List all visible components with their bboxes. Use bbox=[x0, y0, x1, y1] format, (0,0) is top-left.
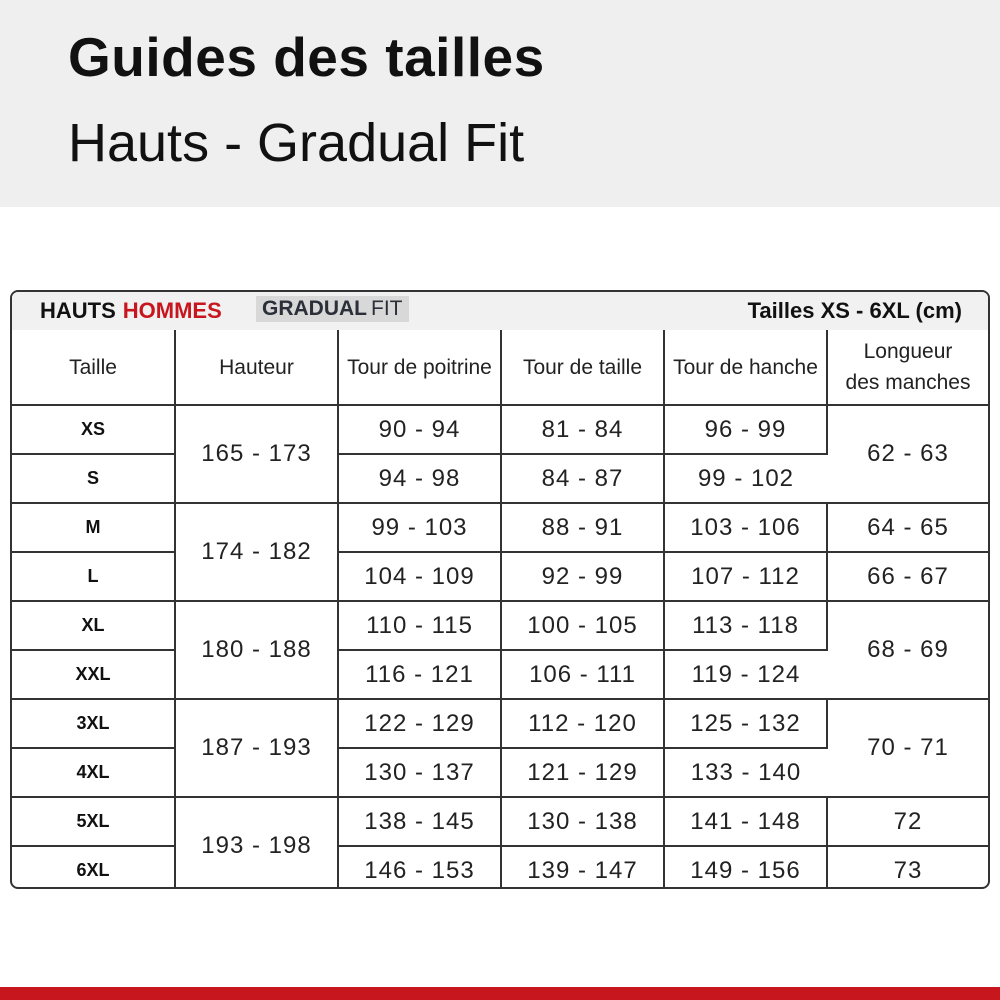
waist-cell: 88 - 91 bbox=[501, 503, 664, 552]
sleeve-cell: 66 - 67 bbox=[827, 552, 988, 601]
waist-cell: 92 - 99 bbox=[501, 552, 664, 601]
table-row bbox=[12, 699, 988, 748]
height-cell: 187 - 193 bbox=[175, 699, 338, 797]
chest-cell: 94 - 98 bbox=[338, 454, 501, 503]
size-cell: 3XL bbox=[12, 699, 175, 748]
chest-cell: 130 - 137 bbox=[338, 748, 501, 797]
height-cell: 174 - 182 bbox=[175, 503, 338, 601]
column-header-sleeve-line1: Longueur bbox=[863, 340, 953, 363]
sleeve-cell: 72 bbox=[827, 797, 988, 846]
waist-cell: 84 - 87 bbox=[501, 454, 664, 503]
category-label bbox=[40, 297, 222, 325]
table-row bbox=[12, 552, 988, 601]
column-header-size: Taille bbox=[12, 330, 175, 405]
column-header-height: Hauteur bbox=[175, 330, 338, 405]
chest-cell: 90 - 94 bbox=[338, 405, 501, 454]
waist-cell: 121 - 129 bbox=[501, 748, 664, 797]
column-header-chest: Tour de poitrine bbox=[338, 330, 501, 405]
table-row bbox=[12, 601, 988, 650]
waist-cell: 106 - 111 bbox=[501, 650, 664, 699]
page-subtitle: Hauts - Gradual Fit bbox=[68, 113, 525, 173]
size-chart-header bbox=[12, 292, 988, 332]
page-header bbox=[0, 0, 1000, 207]
page-title: Guides des tailles bbox=[68, 26, 545, 88]
hip-cell: 96 - 99 bbox=[664, 405, 827, 454]
height-cell: 165 - 173 bbox=[175, 405, 338, 503]
size-cell: 4XL bbox=[12, 748, 175, 797]
chest-cell: 104 - 109 bbox=[338, 552, 501, 601]
hip-cell: 99 - 102 bbox=[664, 454, 827, 503]
category-label-part1: HAUTS bbox=[40, 298, 116, 323]
fit-badge bbox=[256, 296, 409, 322]
fit-badge-part2: FIT bbox=[371, 297, 403, 320]
table-row bbox=[12, 797, 988, 846]
size-chart-card bbox=[10, 290, 990, 889]
size-table bbox=[12, 330, 988, 889]
sleeve-cell: 64 - 65 bbox=[827, 503, 988, 552]
size-cell: L bbox=[12, 552, 175, 601]
chest-cell: 110 - 115 bbox=[338, 601, 501, 650]
chest-cell: 146 - 153 bbox=[338, 846, 501, 889]
category-label-part2: HOMMES bbox=[122, 298, 222, 323]
sleeve-cell: 73 bbox=[893, 856, 923, 884]
chest-cell: 138 - 145 bbox=[338, 797, 501, 846]
table-header-row bbox=[12, 330, 988, 405]
size-cell: 6XL bbox=[12, 846, 175, 889]
waist-cell: 100 - 105 bbox=[501, 601, 664, 650]
sleeve-cell: 62 - 63 bbox=[827, 405, 988, 503]
size-range-label: Tailles XS - 6XL (cm) bbox=[747, 298, 962, 323]
waist-cell: 130 - 138 bbox=[501, 797, 664, 846]
hip-cell: 125 - 132 bbox=[664, 699, 827, 748]
footer-accent-bar bbox=[0, 987, 1000, 1000]
sleeve-cell: 68 - 69 bbox=[827, 601, 988, 699]
column-header-hip: Tour de hanche bbox=[664, 330, 827, 405]
size-cell: XL bbox=[12, 601, 175, 650]
height-cell: 180 - 188 bbox=[175, 601, 338, 699]
table-row bbox=[12, 503, 988, 552]
size-cell: 5XL bbox=[12, 797, 175, 846]
chest-cell: 122 - 129 bbox=[338, 699, 501, 748]
hip-cell: 141 - 148 bbox=[664, 797, 827, 846]
column-header-sleeve bbox=[827, 330, 988, 405]
size-cell: S bbox=[12, 454, 175, 503]
waist-cell: 81 - 84 bbox=[501, 405, 664, 454]
waist-cell: 139 - 147 bbox=[501, 846, 664, 889]
column-header-sleeve-line2: des manches bbox=[845, 371, 971, 394]
size-cell: XXL bbox=[12, 650, 175, 699]
chest-cell: 99 - 103 bbox=[338, 503, 501, 552]
table-row bbox=[12, 846, 988, 889]
hip-cell: 119 - 124 bbox=[664, 650, 827, 699]
hip-cell: 107 - 112 bbox=[664, 552, 827, 601]
table-row bbox=[12, 405, 988, 454]
sleeve-cell: 70 - 71 bbox=[827, 699, 988, 797]
fit-badge-part1: GRADUAL bbox=[262, 297, 367, 320]
hip-cell: 113 - 118 bbox=[664, 601, 827, 650]
chest-cell: 116 - 121 bbox=[338, 650, 501, 699]
size-cell: XS bbox=[12, 405, 175, 454]
hip-cell: 133 - 140 bbox=[664, 748, 827, 797]
column-header-waist: Tour de taille bbox=[501, 330, 664, 405]
hip-cell: 149 - 156 bbox=[664, 846, 827, 889]
hip-cell: 103 - 106 bbox=[664, 503, 827, 552]
waist-cell: 112 - 120 bbox=[501, 699, 664, 748]
size-cell: M bbox=[12, 503, 175, 552]
height-cell: 193 - 198 bbox=[175, 797, 338, 889]
